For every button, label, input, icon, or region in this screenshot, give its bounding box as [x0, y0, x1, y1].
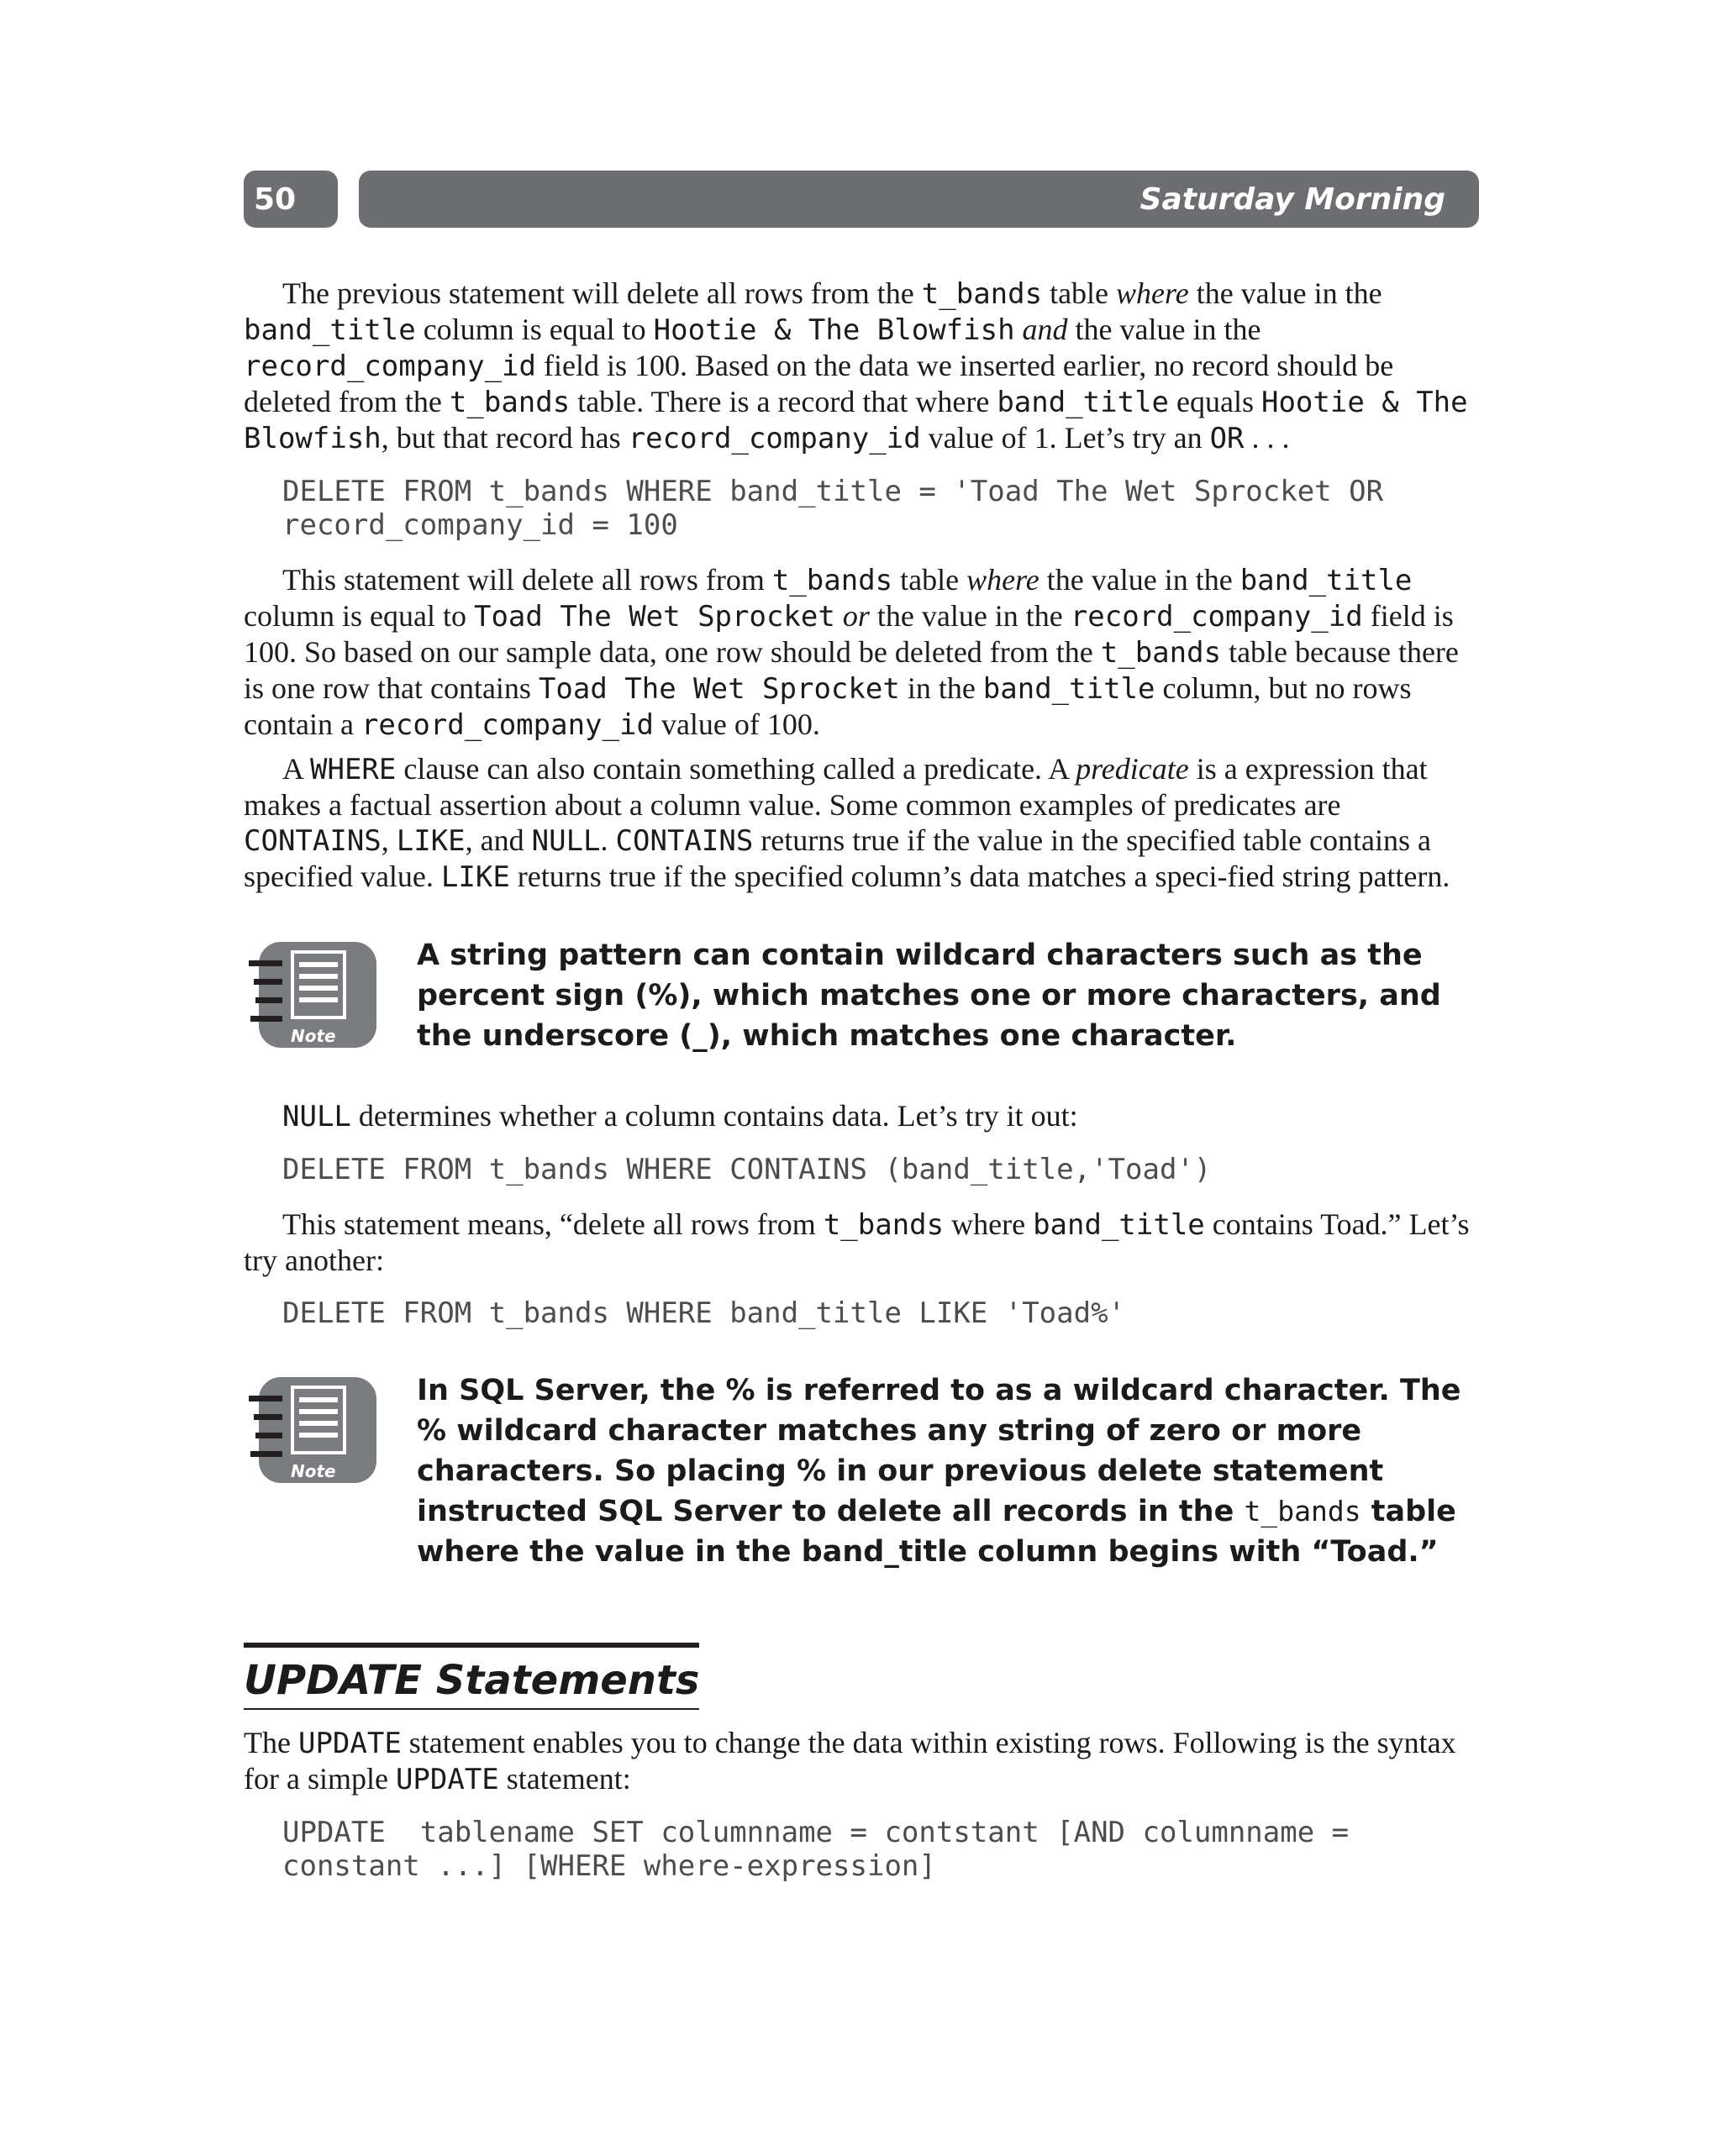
code-inline: t_bands [449, 386, 571, 419]
text-run: field is 100. Based on the data we inserted earlier, no record should be deleted from the [244, 349, 1394, 418]
note-sql-server-wildcard [244, 1370, 1479, 1572]
note-text [417, 1370, 1479, 1572]
text-run: is a expression that makes a factual assertion about a column value. Some common examples of predicates are [244, 752, 1428, 822]
text-run: returns true if the value in the specified table contains a specified value. [244, 823, 1431, 893]
code-inline: record_company_id [361, 708, 654, 742]
running-title: Saturday Morning [1139, 181, 1445, 217]
code-inline: OR [1209, 422, 1245, 455]
code-inline: NULL [282, 1100, 351, 1133]
paragraph-predicates [244, 751, 1479, 895]
text-run: statement: [498, 1762, 631, 1796]
text-run [1015, 313, 1023, 346]
text-run: statement enables you to change the data within existing rows. Following is the syntax for a simple [244, 1726, 1456, 1796]
paragraph-update-intro [244, 1725, 1479, 1797]
code-block-contains: DELETE FROM t_bands WHERE CONTAINS (band_title,'Toad') [282, 1153, 1212, 1186]
text-run: column, but no rows contain a [244, 671, 1412, 741]
emphasis: where [1116, 276, 1189, 310]
code-inline: band_title [1239, 564, 1413, 597]
code-inline: Toad The Wet Sprocket [538, 672, 900, 706]
text-run: This statement means, “delete all rows from [282, 1207, 824, 1241]
text-run: the value in the [1188, 276, 1382, 310]
code-inline: record_company_id [244, 350, 536, 383]
text-run: , but that record has [381, 421, 629, 455]
code-block-update-syntax: UPDATE tablename SET columnname = contstant [AND columnname = constant ...] [WHERE where-expression] [282, 1816, 1350, 1883]
text-run: table because there is one row that contains [244, 635, 1459, 705]
code-block-like: DELETE FROM t_bands WHERE band_title LIKE 'Toad%' [282, 1296, 1126, 1330]
text-run: table where the value in the band_title column begins with “Toad.” [417, 1495, 1456, 1569]
text-run: the value in the [1067, 313, 1261, 346]
code-inline: Hootie & The Blowfish [244, 386, 1468, 455]
text-run: in the [899, 671, 983, 705]
paragraph-null [244, 1098, 1479, 1134]
text-run: This statement will delete all rows from [282, 563, 772, 597]
text-run: the value in the [1039, 563, 1240, 597]
note-icon-label: Note [291, 1461, 336, 1481]
text-run: where [944, 1207, 1034, 1241]
text-run: determines whether a column contains data. Let’s try it out: [350, 1099, 1078, 1133]
note-icon-label: Note [291, 1026, 336, 1046]
text-run: contains Toad.” Let’s try another: [244, 1207, 1470, 1277]
note-text: A string pattern can contain wildcard characters such as the percent sign (%), which matches one or more characters, and the underscore (_), which matches one character. [417, 939, 1441, 1053]
text-run: column is equal to [244, 599, 474, 633]
code-inline: WHERE [310, 753, 397, 786]
code-inline: LIKE [440, 860, 510, 894]
paragraph-delete-and [244, 276, 1479, 456]
code-inline: record_company_id [1070, 600, 1363, 634]
code-inline: UPDATE [297, 1727, 402, 1760]
code-inline: LIKE [396, 824, 466, 858]
code-inline: band_title [997, 386, 1170, 419]
note-icon [244, 1370, 378, 1496]
code-inline: t_bands [823, 1208, 945, 1242]
code-inline: NULL [531, 824, 601, 858]
text-run: field is 100. So based on our sample data, one row should be deleted from the [244, 599, 1454, 669]
page-content [244, 276, 1479, 1903]
text-run: returns true if the specified column’s data matches a speci-fied string pattern. [509, 860, 1450, 893]
code-inline: CONTAINS [615, 824, 754, 858]
code-inline: t_bands [1100, 636, 1222, 670]
text-run: In SQL Server, the % is referred to as a wildcard character. The % wildcard character matches any string of zero or more characters. So placing % in our previous delete statement instructed SQL Server to delete all records in the [417, 1374, 1461, 1528]
text-run: , [381, 823, 397, 857]
code-inline: band_title [244, 313, 416, 347]
text-run: column is equal to [415, 313, 654, 346]
text-run [835, 599, 843, 633]
text-run: table. There is a record that where [570, 385, 997, 418]
code-inline: UPDATE [395, 1763, 499, 1796]
code-inline: record_company_id [628, 422, 921, 455]
code-inline: Toad The Wet Sprocket [473, 600, 835, 634]
paragraph-delete-or-explained [244, 562, 1479, 743]
running-header [359, 171, 1479, 228]
text-run: The previous statement will delete all rows from the [282, 276, 922, 310]
code-inline: band_title [982, 672, 1155, 706]
code-inline: band_title [1033, 1208, 1205, 1242]
note-icon [244, 935, 378, 1061]
text-run: The [244, 1726, 298, 1759]
text-run: . [600, 823, 616, 857]
code-block-delete-or: DELETE FROM t_bands WHERE band_title = 'Toad The Wet Sprocket OR record_company_id = 100 [282, 475, 1384, 542]
text-run: table [892, 563, 967, 597]
text-run: table [1042, 276, 1117, 310]
page-number: 50 [254, 181, 297, 217]
emphasis: predicate [1076, 752, 1189, 786]
text-run: clause can also contain something called a predicate. A [396, 752, 1076, 786]
code-inline: t_bands [771, 564, 893, 597]
emphasis: and [1022, 313, 1068, 346]
page-number-tab [244, 171, 338, 228]
code-inline: t_bands [1244, 1495, 1361, 1528]
emphasis: or [842, 599, 870, 633]
section-heading: UPDATE Statements [244, 1643, 699, 1710]
text-run: equals [1169, 385, 1261, 418]
text-run: . . . [1244, 421, 1290, 455]
text-run: value of 1. Let’s try an [920, 421, 1210, 455]
text-run: A [282, 752, 311, 786]
paragraph-contains-explained [244, 1207, 1479, 1278]
emphasis: where [966, 563, 1039, 597]
code-inline: CONTAINS [244, 824, 382, 858]
code-inline: Hootie & The Blowfish [653, 313, 1015, 347]
text-run: , and [465, 823, 532, 857]
note-wildcards [244, 935, 1479, 1061]
text-run: value of 100. [653, 707, 820, 741]
code-inline: t_bands [921, 277, 1043, 311]
text-run: the value in the [869, 599, 1071, 633]
